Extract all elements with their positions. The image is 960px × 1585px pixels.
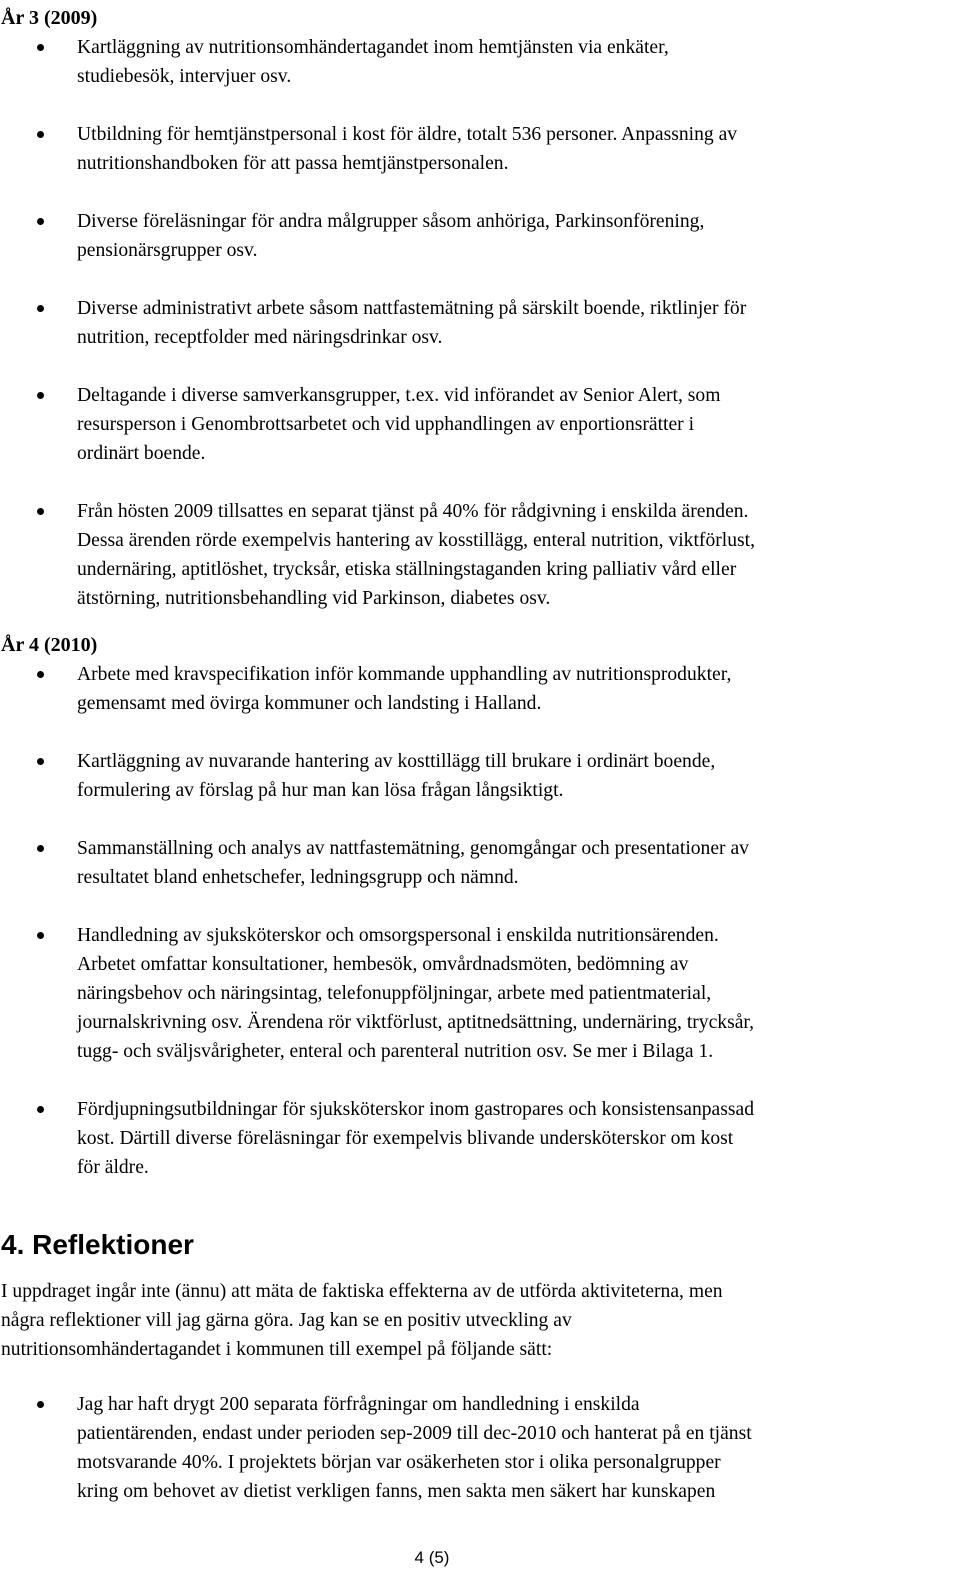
- list-item-text-line: pensionärsgrupper osv.: [77, 240, 258, 261]
- year4-heading: År 4 (2010): [1, 634, 98, 656]
- list-item-text-line: Diverse föreläsningar för andra målgrupper såsom anhöriga, Parkinsonförening,: [77, 211, 705, 232]
- bullet-icon: [37, 1106, 44, 1113]
- list-item: [0, 747, 958, 805]
- list-item-text-line: ätstörning, nutritionsbehandling vid Parkinson, diabetes osv.: [77, 588, 551, 609]
- list-item-text-line: tugg- och sväljsvårigheter, enteral och parenteral nutrition osv. Se mer i Bilaga 1.: [77, 1041, 714, 1062]
- list-item-text-line: gemensamt med övirga kommuner och landsting i Halland.: [77, 693, 542, 714]
- year3-heading: År 3 (2009): [1, 7, 98, 29]
- bullet-icon: [37, 1401, 44, 1408]
- list-item-text-line: för äldre.: [77, 1157, 149, 1178]
- list-item-text-line: kost. Därtill diverse föreläsningar för exempelvis blivande undersköterskor om kost: [77, 1128, 734, 1149]
- section-title: 4. Reflektioner: [1, 1229, 194, 1260]
- list-item-text-line: ordinärt boende.: [77, 443, 206, 464]
- intro-text-line: I uppdraget ingår inte (ännu) att mäta de faktiska effekterna av de utförda aktiviteterna, men: [1, 1281, 723, 1302]
- list-item: [0, 660, 958, 718]
- list-item-text-line: studiebesök, intervjuer osv.: [77, 66, 292, 87]
- bullet-icon: [37, 305, 44, 312]
- reflections-intro: [1, 1277, 941, 1364]
- intro-text-line: nutritionsomhändertagandet i kommunen till exempel på följande sätt:: [1, 1339, 553, 1360]
- list-item-text-line: nutrition, receptfolder med näringsdrinkar osv.: [77, 327, 443, 348]
- year3-list: [0, 33, 958, 613]
- bullet-icon: [37, 845, 44, 852]
- bullet-icon: [37, 671, 44, 678]
- list-item: [0, 33, 958, 91]
- year4-list: [0, 660, 958, 1182]
- bullet-icon: [37, 758, 44, 765]
- list-item-text-line: Kartläggning av nuvarande hantering av kosttillägg till brukare i ordinärt boende,: [77, 751, 716, 772]
- list-item-text-line: kring om behovet av dietist verkligen fanns, men sakta men säkert har kunskapen: [77, 1481, 716, 1502]
- list-item: [0, 294, 958, 352]
- list-item-text-line: motsvarande 40%. I projektets början var osäkerheten stor i olika personalgrupper: [77, 1452, 721, 1473]
- bullet-icon: [37, 508, 44, 515]
- list-item-text-line: journalskrivning osv. Ärendena rör viktförlust, aptitnedsättning, undernäring, trycksår,: [77, 1012, 755, 1033]
- list-item-text-line: nutritionshandboken för att passa hemtjänstpersonalen.: [77, 153, 509, 174]
- list-item-text-line: Handledning av sjuksköterskor och omsorgspersonal i enskilda nutritionsärenden.: [77, 925, 719, 946]
- list-item-text-line: Jag har haft drygt 200 separata förfrågningar om handledning i enskilda: [77, 1394, 640, 1415]
- list-item-text-line: Arbete med kravspecifikation inför kommande upphandling av nutritionsprodukter,: [77, 664, 732, 685]
- reflections-list: [0, 1390, 958, 1506]
- list-item-text-line: resultatet bland enhetschefer, ledningsgrupp och nämnd.: [77, 867, 519, 888]
- list-item-text-line: Deltagande i diverse samverkansgrupper, t.ex. vid införandet av Senior Alert, som: [77, 385, 721, 406]
- list-item: [0, 207, 958, 265]
- list-item-text-line: patientärenden, endast under perioden sep-2009 till dec-2010 och hanterat på en tjänst: [77, 1423, 752, 1444]
- list-item: [0, 834, 958, 892]
- list-item-text-line: formulering av förslag på hur man kan lösa frågan långsiktigt.: [77, 780, 564, 801]
- list-item-text-line: Utbildning för hemtjänstpersonal i kost för äldre, totalt 536 personer. Anpassning av: [77, 124, 738, 145]
- list-item: [0, 120, 958, 178]
- list-item-text-line: undernäring, aptitlöshet, trycksår, etiska ställningstaganden kring palliativ vård eller: [77, 559, 737, 580]
- list-item-text-line: resursperson i Genombrottsarbetet och vid upphandlingen av enportionsrätter i: [77, 414, 695, 435]
- list-item-text-line: Diverse administrativt arbete såsom nattfastemätning på särskilt boende, riktlinjer för: [77, 298, 747, 319]
- list-item-text-line: Kartläggning av nutritionsomhändertagandet inom hemtjänsten via enkäter,: [77, 37, 669, 58]
- list-item: [0, 381, 958, 468]
- list-item: [0, 497, 958, 613]
- list-item-text-line: Fördjupningsutbildningar för sjuksköterskor inom gastropares och konsistensanpassad: [77, 1099, 754, 1120]
- list-item-text-line: Dessa ärenden rörde exempelvis hantering av kosstillägg, enteral nutrition, viktförlust,: [77, 530, 755, 551]
- bullet-icon: [37, 131, 44, 138]
- bullet-icon: [37, 932, 44, 939]
- list-item-text-line: Sammanställning och analys av nattfastemätning, genomgångar och presentationer av: [77, 838, 749, 859]
- list-item: [0, 1095, 958, 1182]
- page-number: 4 (5): [414, 1548, 450, 1567]
- bullet-icon: [37, 392, 44, 399]
- list-item-text-line: Från hösten 2009 tillsattes en separat tjänst på 40% för rådgivning i enskilda ärenden.: [77, 501, 749, 522]
- intro-text-line: några reflektioner vill jag gärna göra. Jag kan se en positiv utveckling av: [1, 1310, 572, 1331]
- bullet-icon: [37, 44, 44, 51]
- list-item: [0, 921, 958, 1066]
- bullet-icon: [37, 218, 44, 225]
- list-item-text-line: Arbetet omfattar konsultationer, hembesök, omvårdnadsmöten, bedömning av: [77, 954, 689, 975]
- list-item-text-line: näringsbehov och näringsintag, telefonuppföljningar, arbete med patientmaterial,: [77, 983, 712, 1004]
- list-item: [0, 1390, 958, 1506]
